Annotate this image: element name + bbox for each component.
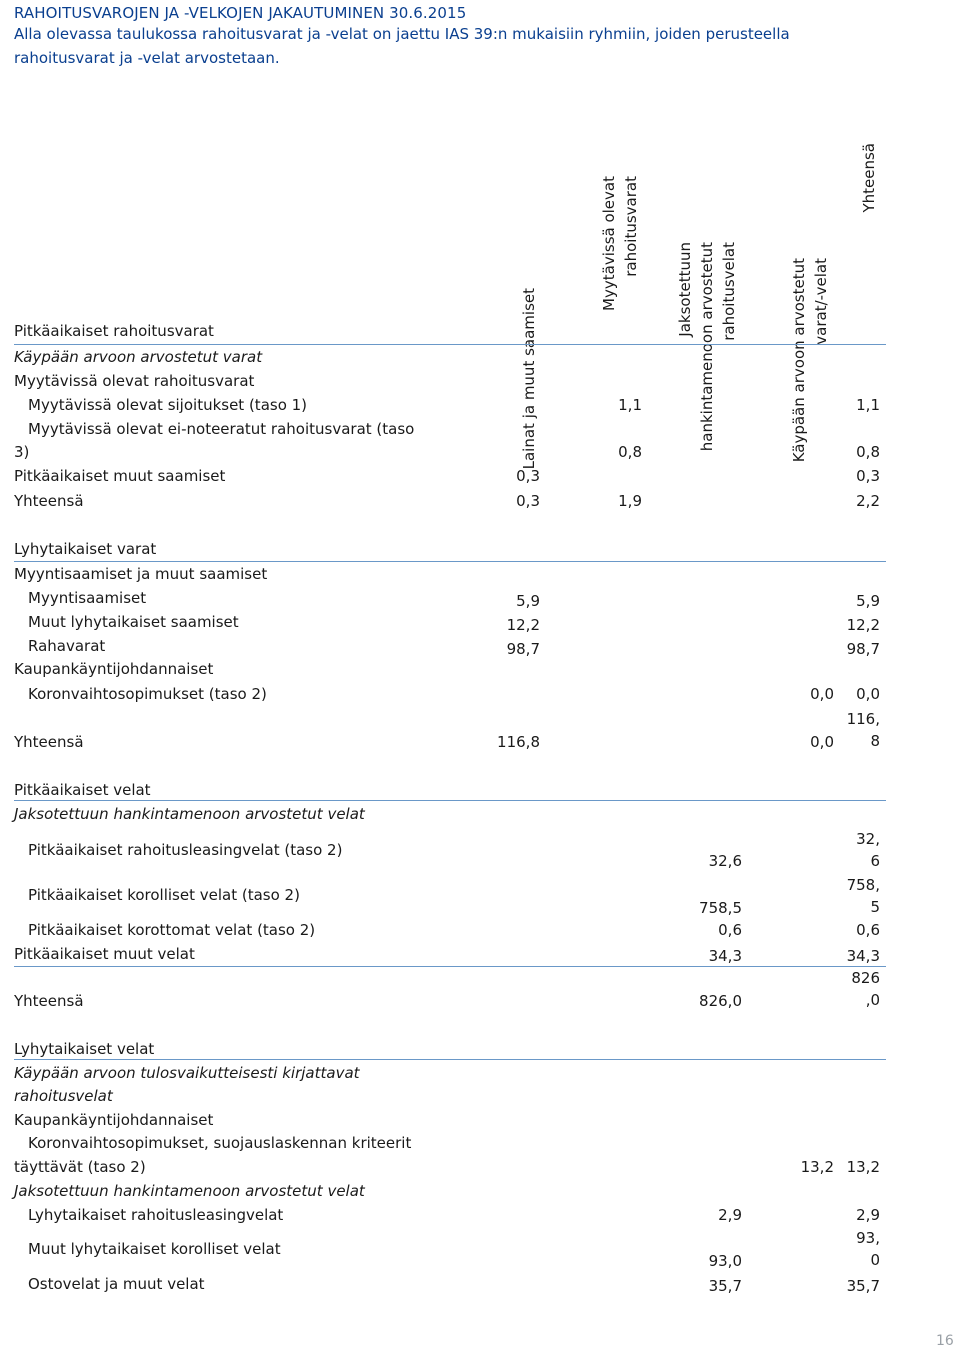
subsection-heading: rahoitusvelat: [14, 1087, 113, 1105]
subsection-heading: Jaksotettuun hankintamenoon arvostetut velat: [14, 1182, 365, 1200]
cell-value-line: 6: [870, 852, 880, 870]
document-title: RAHOITUSVAROJEN JA -VELKOJEN JAKAUTUMINEN 30.6.2015: [14, 4, 467, 22]
cell-value: 12,2: [506, 616, 540, 634]
cell-value-line: 5: [870, 898, 880, 916]
cell-value-wrapped: [840, 874, 880, 918]
cell-value: 93,0: [708, 1252, 742, 1270]
cell-value-line: 8: [870, 732, 880, 750]
group-label: Myyntisaamiset ja muut saamiset: [14, 565, 268, 583]
cell-value: 12,2: [846, 616, 880, 634]
cell-value: 826,0: [699, 992, 742, 1010]
intro-paragraph: Alla olevassa taulukossa rahoitusvarat ja -velat on jaettu IAS 39:n mukaisiin ryhmiin, joiden perusteella rahoitusvarat ja -velat arvostetaan.: [14, 25, 790, 67]
subsection-heading: Käypään arvoon arvostetut varat: [14, 348, 263, 366]
subsection-heading: Käypään arvoon tulosvaikutteisesti kirjattavat: [14, 1064, 360, 1082]
table-row: [0, 990, 960, 1012]
column-header-text: Myytävissä olevat: [600, 176, 618, 311]
row-label: Myytävissä olevat ei-noteeratut rahoitusvarat (taso: [28, 420, 415, 438]
cell-value-wrapped: [840, 708, 880, 752]
table-row: [0, 1156, 960, 1178]
table-row: [0, 394, 960, 416]
row-label: Muut lyhytaikaiset korolliset velat: [28, 1240, 281, 1258]
page-number: 16: [936, 1333, 954, 1349]
row-label: täyttävät (taso 2): [14, 1158, 146, 1176]
table-row: [0, 1085, 960, 1107]
row-label: Koronvaihtosopimukset, suojauslaskennan kriteerit: [28, 1134, 412, 1152]
cell-value: 5,9: [516, 592, 540, 610]
table-row: [0, 418, 960, 440]
divider: [14, 561, 886, 562]
table-row: [0, 1180, 960, 1202]
divider: [14, 344, 886, 345]
column-header-text: Lainat ja muut saamiset: [520, 288, 538, 470]
cell-value: 0,3: [516, 467, 540, 485]
table-row: [0, 465, 960, 487]
cell-value: 35,7: [708, 1277, 742, 1295]
table-row: [0, 441, 960, 463]
section-heading: Pitkäaikaiset velat: [14, 781, 151, 799]
section-heading: Lyhytaikaiset velat: [14, 1040, 155, 1058]
table-row: [0, 1132, 960, 1154]
table-row: [0, 803, 960, 825]
table-row: [0, 611, 960, 633]
table-row: [0, 1062, 960, 1084]
cell-value: 98,7: [846, 640, 880, 658]
table-row: [0, 320, 960, 342]
table-row: [0, 346, 960, 368]
cell-value-line: 826: [851, 969, 880, 987]
cell-value: 1,9: [618, 492, 642, 510]
row-label: Muut lyhytaikaiset saamiset: [28, 613, 239, 631]
table-row: [0, 731, 960, 753]
column-header-text: hankintamenoon arvostetut: [698, 242, 716, 452]
cell-value: 0,0: [810, 685, 834, 703]
total-label: Yhteensä: [14, 733, 84, 751]
table-row: [0, 587, 960, 609]
section-heading: Lyhytaikaiset varat: [14, 540, 157, 558]
cell-value: 34,3: [846, 947, 880, 965]
cell-value: 2,2: [856, 492, 880, 510]
table-row: [0, 658, 960, 680]
row-label: Pitkäaikaiset korolliset velat (taso 2): [28, 886, 300, 904]
cell-value-line: 0: [870, 1251, 880, 1269]
divider: [14, 966, 886, 967]
row-label: Pitkäaikaiset rahoitusleasingvelat (taso 2): [28, 841, 343, 859]
group-label: Kaupankäyntijohdannaiset: [14, 1111, 214, 1129]
column-header-text: Yhteensä: [860, 143, 878, 213]
group-label: Myytävissä olevat rahoitusvarat: [14, 372, 255, 390]
table-row: [0, 563, 960, 585]
cell-value-line: 32,: [856, 830, 880, 848]
cell-value-wrapped: [840, 828, 880, 872]
row-label: Lyhytaikaiset rahoitusleasingvelat: [28, 1206, 284, 1224]
cell-value: 98,7: [506, 640, 540, 658]
cell-value: 1,1: [618, 396, 642, 414]
column-header-text: Käypään arvoon arvostetut: [790, 258, 808, 463]
row-label: Pitkäaikaiset muut velat: [14, 945, 195, 963]
cell-value: 0,6: [856, 921, 880, 939]
row-label: Koronvaihtosopimukset (taso 2): [28, 685, 267, 703]
cell-value: 758,5: [699, 899, 742, 917]
cell-value-wrapped: [840, 967, 880, 1011]
cell-value: 34,3: [708, 947, 742, 965]
table-row: [0, 919, 960, 941]
row-label: Pitkäaikaiset korottomat velat (taso 2): [28, 921, 316, 939]
row-label: Pitkäaikaiset muut saamiset: [14, 467, 226, 485]
cell-value: 0,3: [856, 467, 880, 485]
cell-value: 0,6: [718, 921, 742, 939]
divider: [14, 1059, 886, 1060]
cell-value: 2,9: [856, 1206, 880, 1224]
total-label: Yhteensä: [14, 992, 84, 1010]
cell-value: 13,2: [846, 1158, 880, 1176]
table-row: [0, 635, 960, 657]
table-row: [0, 884, 960, 917]
cell-value: 35,7: [846, 1277, 880, 1295]
table-row: [0, 1204, 960, 1226]
table-row: [0, 490, 960, 512]
table-row: [0, 839, 960, 870]
table-row: [0, 370, 960, 392]
row-label: Myytävissä olevat sijoitukset (taso 1): [28, 396, 308, 414]
column-header-text: Jaksotettuun: [676, 242, 694, 337]
cell-value: 0,0: [810, 733, 834, 751]
cell-value-line: 758,: [846, 876, 880, 894]
cell-value: 0,3: [516, 492, 540, 510]
table-row: [0, 683, 960, 705]
cell-value: 32,6: [708, 852, 742, 870]
cell-value: 0,8: [618, 443, 642, 461]
cell-value: 0,8: [856, 443, 880, 461]
table-row: [0, 538, 960, 560]
table-row: [0, 1038, 960, 1060]
section-heading: Pitkäaikaiset rahoitusvarat: [14, 322, 214, 340]
cell-value: 0,0: [856, 685, 880, 703]
cell-value-wrapped: [840, 1227, 880, 1271]
table-row: [0, 943, 960, 965]
row-label: Rahavarat: [28, 637, 106, 655]
divider: [14, 800, 886, 801]
table-row: [0, 1109, 960, 1131]
cell-value-line: 116,: [846, 710, 880, 728]
row-label: 3): [14, 443, 30, 461]
table-row: [0, 1273, 960, 1295]
cell-value-line: 93,: [856, 1229, 880, 1247]
cell-value: 5,9: [856, 592, 880, 610]
cell-value-line: ,0: [865, 991, 880, 1009]
cell-value: 1,1: [856, 396, 880, 414]
table-row: [0, 779, 960, 801]
column-header-text: varat/-velat: [812, 258, 830, 345]
column-header-text: rahoitusvarat: [622, 176, 640, 277]
cell-value: 116,8: [497, 733, 540, 751]
total-label: Yhteensä: [14, 492, 84, 510]
row-label: Ostovelat ja muut velat: [28, 1275, 205, 1293]
table-row: [0, 1238, 960, 1270]
subsection-heading: Jaksotettuun hankintamenoon arvostetut velat: [14, 805, 365, 823]
group-label: Kaupankäyntijohdannaiset: [14, 660, 214, 678]
column-header-text: rahoitusvelat: [720, 242, 738, 341]
row-label: Myyntisaamiset: [28, 589, 147, 607]
cell-value: 13,2: [800, 1158, 834, 1176]
cell-value: 2,9: [718, 1206, 742, 1224]
